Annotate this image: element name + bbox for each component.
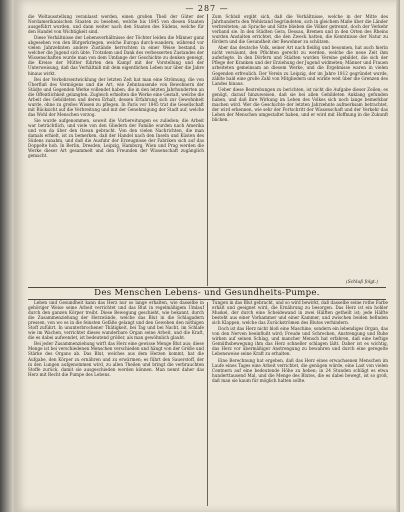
paragraph: die Weltausstellung veranlasst werden, einen großen Theil der Güter der Nordamerikanischen Staaten zu besehen, welche bis 1845 von diesen Staaten ausgeführt wurden, und dann weiter nach den Staaten des Südens, welche für den Handel von Wichtigkeit sind.	[28, 14, 204, 35]
page-edge	[396, 0, 400, 512]
article-end-column-left	[28, 14, 204, 288]
page-number: — 287 —	[185, 4, 229, 13]
paragraph: Bei jeder Zusammenziehung wirft das Herz eine gewisse Menge Blut aus; diese Menge ist bei verschiedenen Menschen verschieden und hängt von der Größe und Stärke des Organs ab. Das Blut, welches aus dem Herzen kommt, hat die Aufgabe, den Körper zu ernähren und zu erwärmen; es führt den Sauerstoff, der in den Lungen aufgenommen wird, zu allen Theilen und bringt die verbrauchten Stoffe zurück, damit sie ausgeschieden werden können. Man nennt daher das Herz mit Recht die Pumpe des Lebens.	[28, 341, 204, 377]
paragraph: Eine Berechnung hat ergeben, daß das Herz eines erwachsenen Menschen im Laufe eines Tages eine Arbeit verrichtet, die genügen würde, eine Last von vielen Centnern auf eine bedeutende Höhe zu heben; in 24 Stunden schlägt es etwa hunderttausend Mal, und die Menge des Blutes, die es dabei bewegt, ist so groß, daß man sie kaum für möglich halten sollte.	[212, 357, 388, 383]
article-column-left	[28, 300, 204, 506]
column-divider	[207, 302, 208, 506]
continuation-note: (Schluß folgt.)	[346, 280, 378, 285]
paragraph: Tungen in das Blut gebracht, und so wird bewirkt, daß dasselbe seine rothe Farbe erhält und geeignet wird, die Ernährung zu besorgen. Das Herz ist ein hohler Muskel, der durch eine Scheidewand in zwei Hälften getheilt ist; jede Hälfte besteht aus einer Vorkammer und einer Kammer, und zwischen beiden befinden sich Klappen, welche das Zurückströmen des Blutes verhindern.	[212, 300, 388, 326]
paragraph: Zum Schluß ergibt sich, daß die Verhältnisse, welche in der Mitte des Jahrhunderts den Wohlstand begründeten, sich in gleichem Maße über die Länder verbreiteten; an Sprache und Sitte blieben die Völker getrennt, doch der Verkehr verband sie. In den Städten Gera, Dessau, Bremen und in den Orten des Rheins wurden Anstalten errichtet, die den Zweck hatten, die Kenntnisse der Natur zu fördern und die Gesundheit der Bewohner zu schützen.	[212, 14, 388, 45]
column-divider	[207, 14, 208, 286]
paragraph: Sie wurde aufgenommen, soweit die Vorbereitungen es zuließen; die Arbeit war beträchtlich, und viele von den Gliedern der Familie wurden nach Amerika und von da über den Ozean gebracht. Von den vielen Nachrichten, die man damals erhielt, ist zu bemerken, daß der Handel nach den Inseln und Küsten des Südens zunahm, und daß die Ausfuhr der Erzeugnisse der Fabriken sich auf das Doppelte hob. In Berlin, Dresden, Leipzig, Hamburg, Wien und Prag werden die Werke dieser Art gesammelt und den Freunden der Wissenschaft zugänglich gemacht.	[28, 117, 204, 159]
paragraph: Ueber diese Bestrebungen zu berichten, ist nicht die Aufgabe dieser Zeilen; es genügt, darauf hinzuweisen, daß sie bei allen Gebildeten Anklang gefunden haben, und daß ihre Wirkung im Leben des Volkes sich noch lange bemerkbar machen wird. Wer die Geschichte der letzten Jahrzehnte aufmerksam betrachtet, der wird erkennen, wie sehr der Fortschritt der Wissenschaft und der Verkehr das Leben der Menschen umgestaltet haben, und er wird mit Hoffnung in die Zukunft blicken.	[212, 86, 388, 122]
paragraph: Doch ist das Herz nicht bloß eine Maschine, sondern ein lebendiges Organ, das von den Nerven beeinflußt wird; Freude und Schrecken, Anstrengung und Ruhe wirken auf seinen Schlag, und mancher Mensch hat erfahren, daß eine heftige Gemüthsbewegung ihm das Herz schneller schlagen läßt. Daher ist es wichtig, das Herz vor übermäßiger Anstrengung zu bewahren und durch eine geregelte Lebensweise seine Kraft zu erhalten.	[212, 326, 388, 357]
article-heading: Des Menschen Lebens- und Gesundheits-Pumpe.	[94, 288, 320, 298]
article-end-column-right	[212, 14, 388, 288]
book-page	[14, 0, 400, 512]
paragraph: Leben und Gesundheit kann das Herz nur so lange erhalten, wie dasselbe in gehöriger Weise seine Arbeit verrichtet und das Blut in regelmäßigem Umlauf durch den ganzen Körper treibt. Diese Bewegung geschieht, wie bekannt, durch die Zusammenziehung der Herzwände, welche das Blut in die Schlagadern pressen, von wo es in die feinsten Gefäße gelangt und den Geweben den nöthigen Stoff zuführt. In ununterbrochener Thätigkeit, bei Tag und bei Nacht, im Schlafe wie im Wachen, verrichtet dieses wunderbare Organ seine Arbeit, und die Kraft, die es dabei aufwendet, ist bedeutend größer, als man gewöhnlich glaubt.	[28, 300, 204, 341]
paragraph: Diese Verhältnisse der Lebensverhältnisse der Töchter leiden die Männer ganz abgesehen von den Bürgerkriegen, welche Europa durch-wandern, während vor vielen Jahrzehnten andere Zustände herrschten in einer Weise bestand, in welcher die Jugend sich übte. Trotzdem und Dank des verbesserten Zustandes der Wissenschaften wurde man von dem Umfange der Geschichte zu denken geneigt, die Kreise der Mütter führten den Kampf mit der Vorstellung und der Unterweisung, daß das Verhältniß mit dem eigentlichen Leben nur über die Jahre hinaus wirkt.	[28, 35, 204, 76]
paragraph: Bei der Verkehrsentwicklung der letzten Zeit hat man eine Strömung, die von Überfluß des Vermögens und die Art, wie Zehntausende von Bewohnern der Städte und Gegenden Werke vollendet haben, die in den letzten Jahrhunderten an die Öffentlichkeit gelangten. Zugleich erhielten die Werke eine Gestalt, welche die Arbeit des Gebildeten und deren Erhalt, dessen Erfahrung sich zur Gewohnheit wurde, ohne zu großes Wissen zu pflegen. In Paris vor 1845 trat die Gesellschaft mit Rücksicht auf die Verbreitung und mit der Genehmigung der Stadt auf, welche das Wohl der Menschen vorzog.	[28, 76, 204, 117]
paragraph: Aber das deutsche Volk, seiner Art nach fleißig und besonnen, hat auch hierin nicht versäumt, den Pflichten gerecht zu werden, welche die neue Zeit ihm auferlegte. In den Dörfern und Städten wurden Vereine gebildet, die sich der Pflege der Kranken und der Erziehung der Jugend widmeten; Männer und Frauen arbeiteten gemeinsam an diesem Werke, und die Ergebnisse waren in vielen Gegenden erfreulich. Der Verein zu Leipzig, der im Jahre 1812 gegründet wurde, zählte bald eine große Zahl von Mitgliedern und wirkte weit über die Grenzen des Landes hinaus.	[212, 45, 388, 86]
article-column-right	[212, 300, 388, 506]
